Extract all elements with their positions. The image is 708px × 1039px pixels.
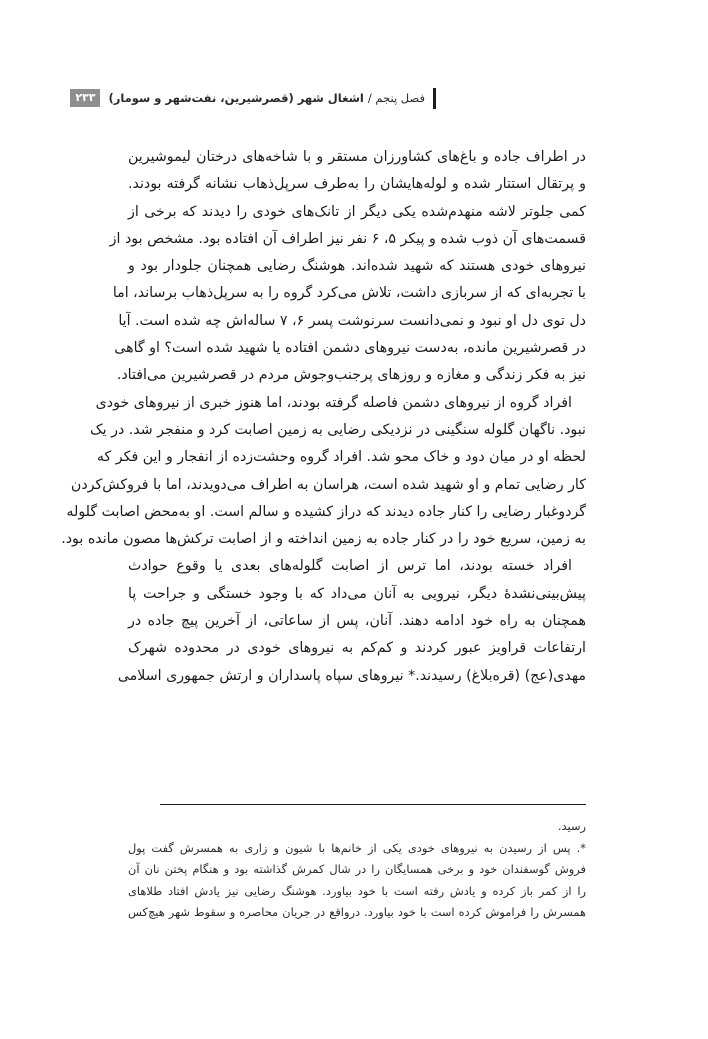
- header-rule: [433, 88, 436, 109]
- footnote-line: فروش گوسفندان خود و برخی همسایگان را در شال کمرش گذاشته بود و هنگام پختن نان آن: [128, 862, 586, 877]
- running-header: [70, 86, 436, 110]
- text-line: نیز به فکر زندگی و مغازه و روزهای پرجنب‌وجوش مردم در قصرشیرین می‌افتاد.: [116, 367, 586, 384]
- text-line: به زمین، سریع خود را در کنار جاده به زمین انداخته و از اصابت ترکش‌ها مصون مانده بود.: [61, 531, 586, 548]
- text-line: در اطراف جاده و باغ‌های کشاورزان مستقر و با شاخه‌های درختان لیموشیرین: [128, 149, 586, 165]
- footnote-line: *. پس از رسیدن به نیروهای خودی یکی از خانم‌ها با شیون و زاری به همسرش گفت پول: [128, 840, 586, 855]
- footnote-divider: [160, 804, 586, 805]
- text-line: و پرتقال استتار شده و لوله‌هایشان را به‌طرف سرپل‌ذهاب نشانه گرفته بودند.: [128, 176, 586, 193]
- text-line: کمی جلوتر لاشه منهدم‌شده یکی دیگر از تانک‌های خودی را دیدند که برخی از: [128, 203, 586, 220]
- text-line: مهدی(عج) (قره‌بلاغ) رسیدند.* نیروهای سپاه پاسداران و ارتش جمهوری اسلامی: [117, 667, 586, 684]
- header-title: [108, 91, 425, 105]
- footnote-line: همسرش را فراموش کرده است با خود بیاورد. درواقع در جریان محاصره و سقوط شهر هیچ‌کس: [128, 905, 586, 920]
- body-text: [61, 144, 586, 690]
- text-line: افراد خسته بودند، اما ترس از اصابت گلوله‌های بعدی یا وقوع حوادث: [128, 558, 572, 575]
- text-line: همچنان به راه خود ادامه دهند. آنان، پس از ساعاتی، از آخرین پیچ جاده در: [128, 613, 586, 630]
- text-line: افراد گروه از نیروهای دشمن فاصله گرفته بودند، اما هنوز خبری از نیروهای خودی: [95, 394, 572, 411]
- text-line: گردوغبار رضایی را کنار جاده دیدند که دراز کشیده و سالم است. او به‌محض اصابت گلوله: [66, 503, 586, 520]
- chapter-title: اشغال شهر (قصرشیرین، نفت‌شهر و سومار): [108, 91, 364, 105]
- chapter-label: فصل پنجم /: [367, 91, 425, 105]
- page-number: ۲۳۳: [70, 89, 100, 107]
- text-line: ارتفاعات قراویز عبور کردند و کم‌کم به نیروهای خودی در محدوده شهرک: [128, 640, 586, 657]
- text-line: نیروهای خودی هستند که شهید شده‌اند. هوشنگ رضایی همچنان جلودار بود و: [128, 258, 586, 275]
- text-line: دل توی دل او نبود و نمی‌دانست سرنوشت پسر ۶، ۷ ساله‌اش چه شده است. آیا: [118, 312, 586, 329]
- text-line: با تجربه‌ای که از سربازی داشت، تلاش می‌کرد گروه را به سرپل‌ذهاب برساند، اما: [112, 285, 586, 302]
- text-line: کار رضایی تمام و او شهید شده است، هراسان به اطراف می‌دویدند، اما با فروکش‌کردن: [70, 476, 586, 493]
- footnote-line: رسید.: [557, 819, 586, 833]
- text-line: پیش‌بینی‌نشدهٔ دیگر، نیرویی به آنان می‌داد که با وجود خستگی و جراحت پا: [128, 585, 586, 602]
- text-line: قسمت‌های آن ذوب شده و پیکر ۵، ۶ نفر نیز اطراف آن افتاده بود. مشخص بود از: [109, 230, 586, 247]
- text-line: در قصرشیرین مانده، به‌دست نیروهای دشمن افتاده یا شهید شده است؟ او گاهی: [114, 340, 586, 357]
- footnote-line: را از کمر باز کرده و یادش رفته است با خود بیاورد. هوشنگ رضایی نیز یادش افتاد طلاهای: [128, 883, 586, 898]
- text-line: نبود. ناگهان گلوله سنگینی در نزدیکی رضایی به زمین اصابت کرد و منفجر شد. در یک: [89, 421, 586, 438]
- text-line: لحظه او در میان دود و خاک محو شد. افراد گروه وحشت‌زده از انفجار و این فکر که: [96, 449, 586, 466]
- footnotes: [128, 816, 586, 924]
